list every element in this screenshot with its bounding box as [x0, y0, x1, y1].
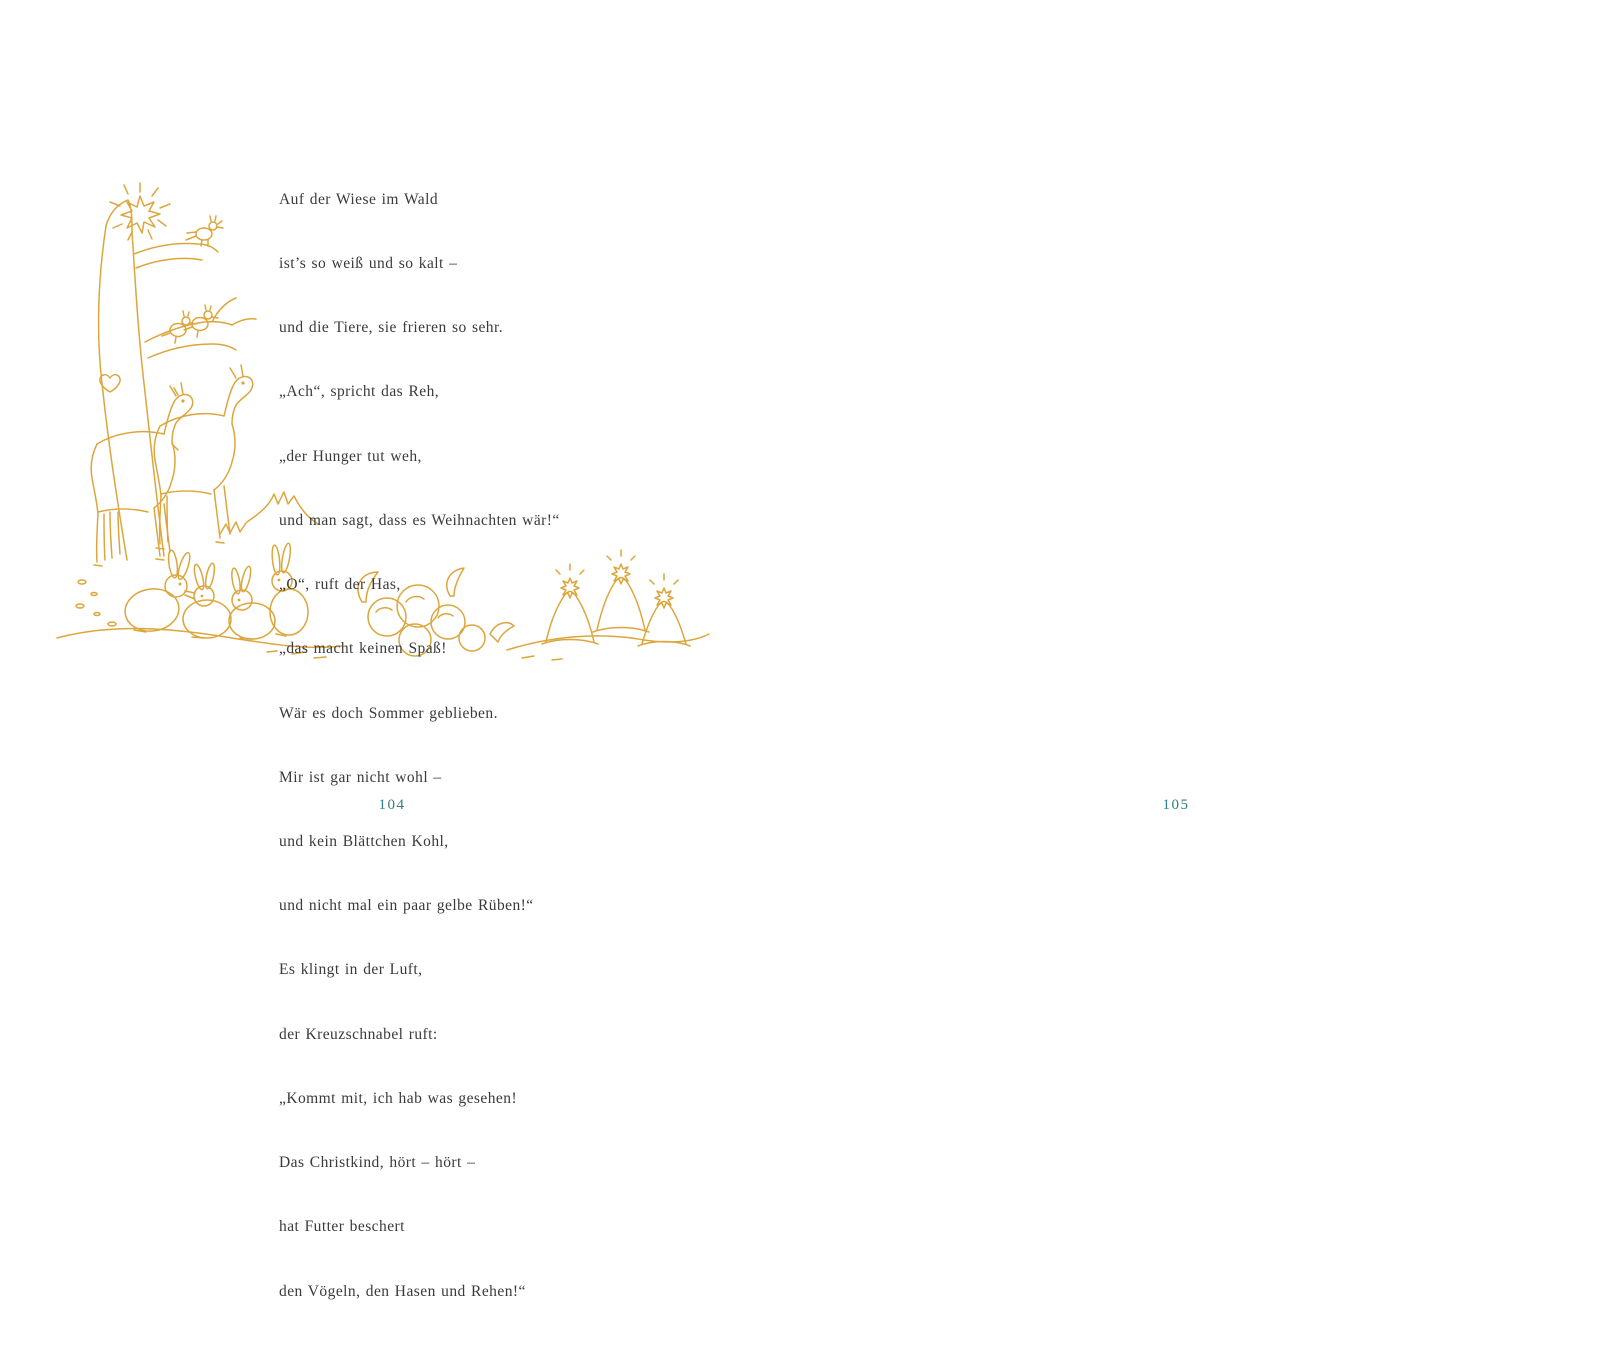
poem-line: und man sagt, dass es Weihnachten wär!“	[279, 511, 560, 529]
poem-line: Mir ist gar nicht wohl –	[279, 768, 442, 786]
poem-line: „O“, ruft der Has,	[279, 576, 401, 594]
poem-line: Wär es doch Sommer geblieben.	[279, 704, 498, 722]
poem-line: Auf der Wiese im Wald	[279, 190, 439, 208]
right-page	[800, 0, 1600, 860]
poem-line: „Kommt mit, ich hab was gesehen!	[279, 1089, 518, 1107]
poem-line: „der Hunger tut weh,	[279, 447, 422, 465]
poem-line: hat Futter beschert	[279, 1218, 405, 1236]
poem-text	[279, 146, 560, 1345]
gold-rabbits	[76, 543, 308, 639]
poem-line: den Vögeln, den Hasen und Rehen!“	[279, 1282, 526, 1300]
poem-line: Das Christkind, hört – hört –	[279, 1154, 476, 1172]
poem-line: und die Tiere, sie frieren so sehr.	[279, 319, 504, 337]
poem-line: „Ach“, spricht das Reh,	[279, 383, 440, 401]
page-number-right: 105	[1162, 797, 1190, 813]
poem-line: und kein Blättchen Kohl,	[279, 833, 449, 850]
page-number-left: 104	[378, 797, 406, 813]
left-page	[0, 0, 800, 1300]
poem-line: ist’s so weiß und so kalt –	[279, 255, 458, 273]
poem-line: „das macht keinen Spaß!	[279, 640, 447, 658]
poem-line: Es klingt in der Luft,	[279, 961, 423, 979]
poem-line: und nicht mal ein paar gelbe Rüben!“	[279, 897, 534, 915]
poem-line: der Kreuzschnabel ruft:	[279, 1025, 438, 1043]
